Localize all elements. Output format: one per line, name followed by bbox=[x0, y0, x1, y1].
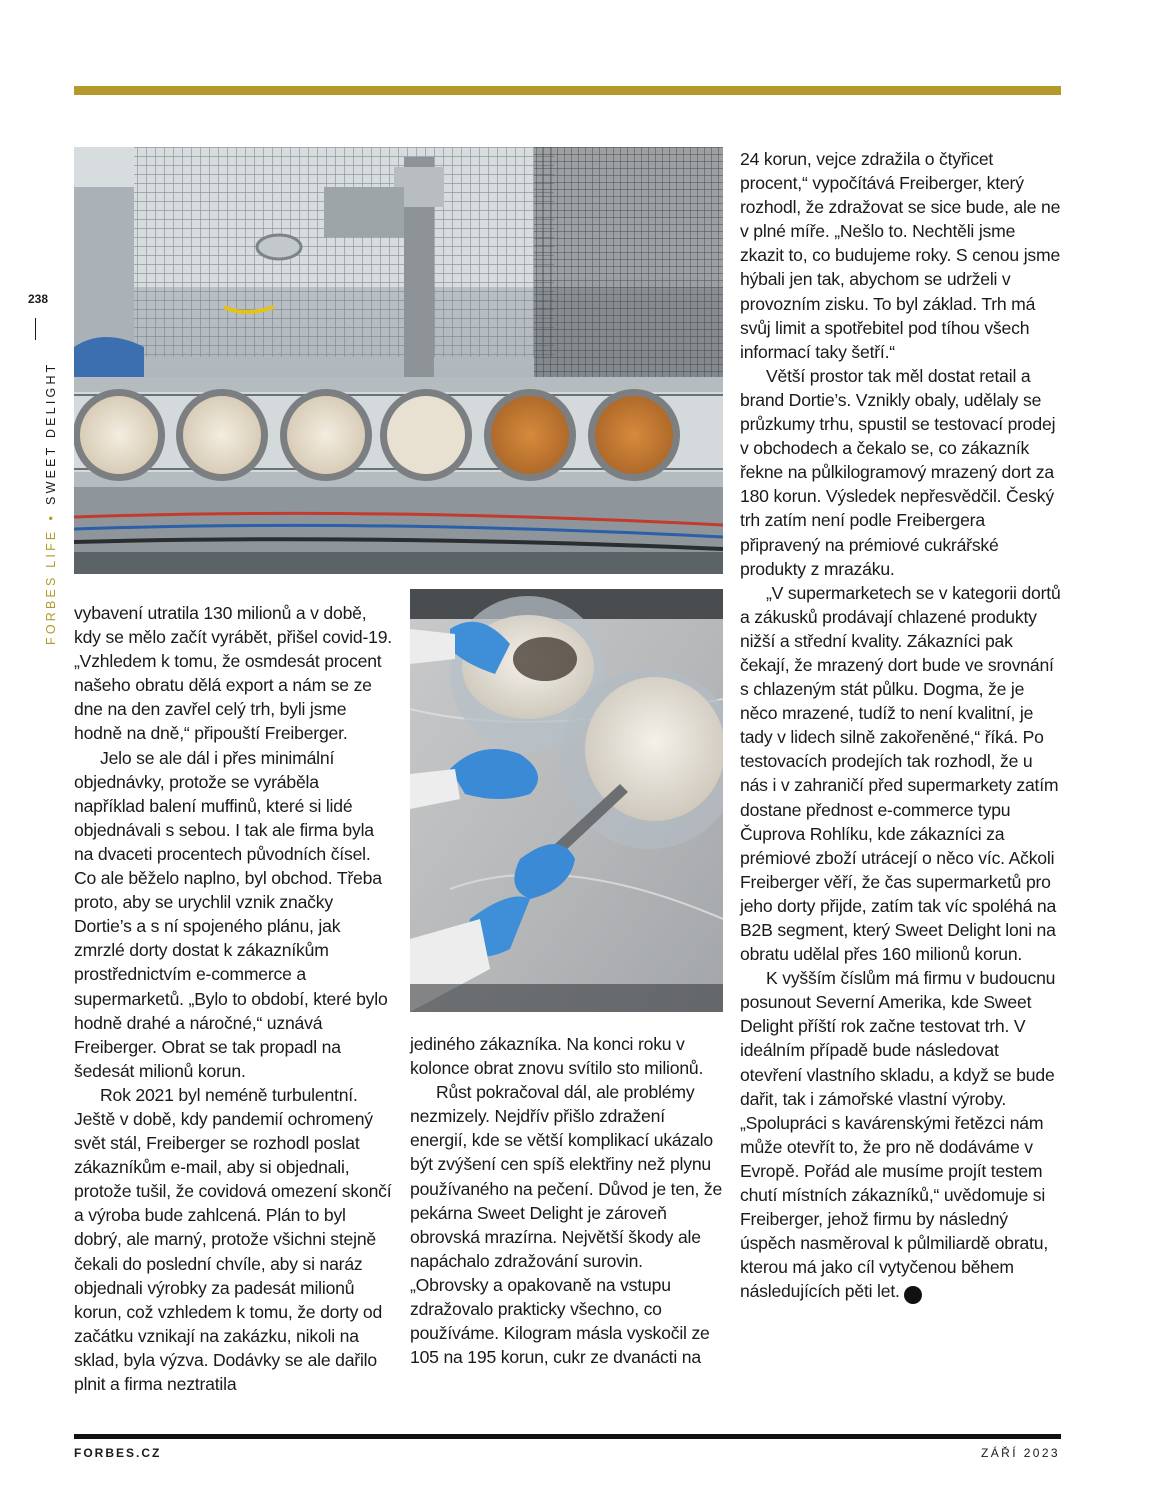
paragraph: jediného zákazníka. Na konci roku v kolonce obrat znovu svítilo sto milionů. bbox=[410, 1034, 704, 1079]
page-number-divider bbox=[35, 318, 36, 340]
paragraph: vybavení utratila 130 milionů a v době, kdy se mělo začít vyrábět, přišel covid-19. „Vzhledem k tomu, že osmdesát procent našeho obratu dělá export a nám se ze dne na den zavřel celý trh, byli jsme hodně na dně,“ připouští Freiberger. bbox=[74, 603, 392, 744]
paragraph: „V supermarketech se v kategorii dortů a zákusků prodávají chlazené produkty nižší a střední kvality. Zákazníci pak čekají, že mrazený dort bude ve srovnání s chlazeným stát půlku. Dogma, že je něco mrazené, tudíž to není kvalitní, je tady v lidech silně zakořeněné,“ říká. Po testovacích prodejích tak rozhodl, že u nás i v zahraničí před supermarkety zatím dostane přednost e-commerce typu Čuprova Rohlíku, kde zákazníci za prémiové zboží utrácejí o něco víc. Ačkoli Freiberger věří, že čas supermarketů pro jeho dorty přijde, zatím tak víc spoléhá na B2B segment, který Sweet Delight loni na obratu udělal přes 160 milionů korun. bbox=[740, 582, 1061, 965]
footer-issue-date: ZÁŘÍ 2023 bbox=[981, 1446, 1060, 1460]
paragraph: Růst pokračoval dál, ale problémy nezmizely. Nejdřív přišlo zdražení energií, kde se větší komplikací ukázalo být zvýšení cen spíš elektřiny než plynu používaného na pečení. Důvod je ten, že pekárna Sweet Delight je zároveň obrovská mrazírna. Největší škody ale napáchalo zdražování surovin. „Obrovsky a opakovaně na vstupu zdražovalo prakticky všechno, co používáme. Kilogram másla vyskočil ze 105 na 195 korun, cukr ze dvanácti na bbox=[410, 1082, 723, 1368]
production-line-photo bbox=[74, 147, 723, 574]
paragraph bbox=[740, 966, 1061, 1304]
text-column-3 bbox=[740, 147, 1061, 1304]
text-column-1 bbox=[74, 601, 392, 1396]
section-separator: • bbox=[44, 512, 58, 521]
footer-site: FORBES.CZ bbox=[74, 1446, 162, 1460]
page-number: 238 bbox=[28, 292, 49, 306]
bottom-rule bbox=[74, 1434, 1061, 1439]
paragraph: Větší prostor tak měl dostat retail a brand Dortie’s. Vznikly obaly, udělaly se průzkumy trhu, spustil se testovací prodej v obchodech a čekalo se, co zákazník řekne na půlkilogramový mrazený dort za 180 korun. Výsledek nepřesvědčil. Český trh zatím není podle Freibergera připravený na prémiové cukrářské produkty z mrazáku. bbox=[740, 365, 1056, 579]
cream-preparation-photo bbox=[410, 589, 723, 1012]
text-column-2 bbox=[410, 1032, 723, 1369]
final-paragraph-text: K vyšším číslům má firmu v budoucnu posunout Severní Amerika, kde Sweet Delight příští rok začne testovat trh. V ideálním případě bude následovat otevření vlastního skladu, a když se bude dařit, tak i zámořské vlastní výroby. „Spolupráci s kavárenskými řetězci nám může otevřít to, že pro ně dodáváme v Evropě. Pořád ale musíme projít testem chutí místních zákazníků,“ uvědomuje si Freiberger, jehož firmu by následný úspěch nasměroval k půlmiliardě obratu, kterou má jako cíl vytyčenou během následujících pěti let. bbox=[740, 968, 1056, 1302]
paragraph: Jelo se ale dál i přes minimální objednávky, protože se vyráběla například balení muffinů, které si lidé objednávali s sebou. I tak ale firma byla na dvaceti procentech původních čísel. Co ale běželo naplno, byl obchod. Třeba proto, aby se urychlil vznik značky Dortie’s a s ní spojeného plánu, jak zmrzlé dorty dostat k zákazníkům prostřednictvím e-commerce a supermarketů. „Bylo to období, které bylo hodně drahé a náročné,“ uznává Freiberger. Obrat se tak propadl na šedesát milionů korun. bbox=[74, 747, 388, 1081]
top-rule bbox=[74, 86, 1061, 95]
section-topic: SWEET DELIGHT bbox=[44, 361, 58, 505]
paragraph: 24 korun, vejce zdražila o čtyřicet procent,“ vypočítává Freiberger, který rozhodl, že zdražovat se sice bude, ale ne v plné míře. „Nešlo to. Nechtěli jsme zkazit to, co budujeme roky. S cenou jsme hýbali jen tak, abychom se udrželi v provozním zisku. To byl základ. Trh má svůj limit a spotřebitel pod tíhou všech informací taky šetří.“ bbox=[740, 149, 1061, 362]
section-name: FORBES LIFE bbox=[44, 528, 58, 645]
forbes-end-mark-icon: F bbox=[904, 1286, 922, 1304]
paragraph: Rok 2021 byl neméně turbulentní. Ještě v době, kdy pandemií ochromený svět stál, Freiberger se rozhodl poslat zákazníkům e-mail, aby si objednali, protože tušil, že covidová omezení skončí a výroba bude zahlcená. Plán to byl dobrý, ale marný, protože všichni stejně čekali do poslední chvíle, aby si naráz objednali výrobky za padesát milionů korun, což vzhledem k tomu, že dorty od začátku vznikají na zakázku, nikoli na sklad, byla výzva. Dodávky se ale dařilo plnit a firma neztratila bbox=[74, 1084, 392, 1394]
section-label bbox=[44, 361, 58, 645]
